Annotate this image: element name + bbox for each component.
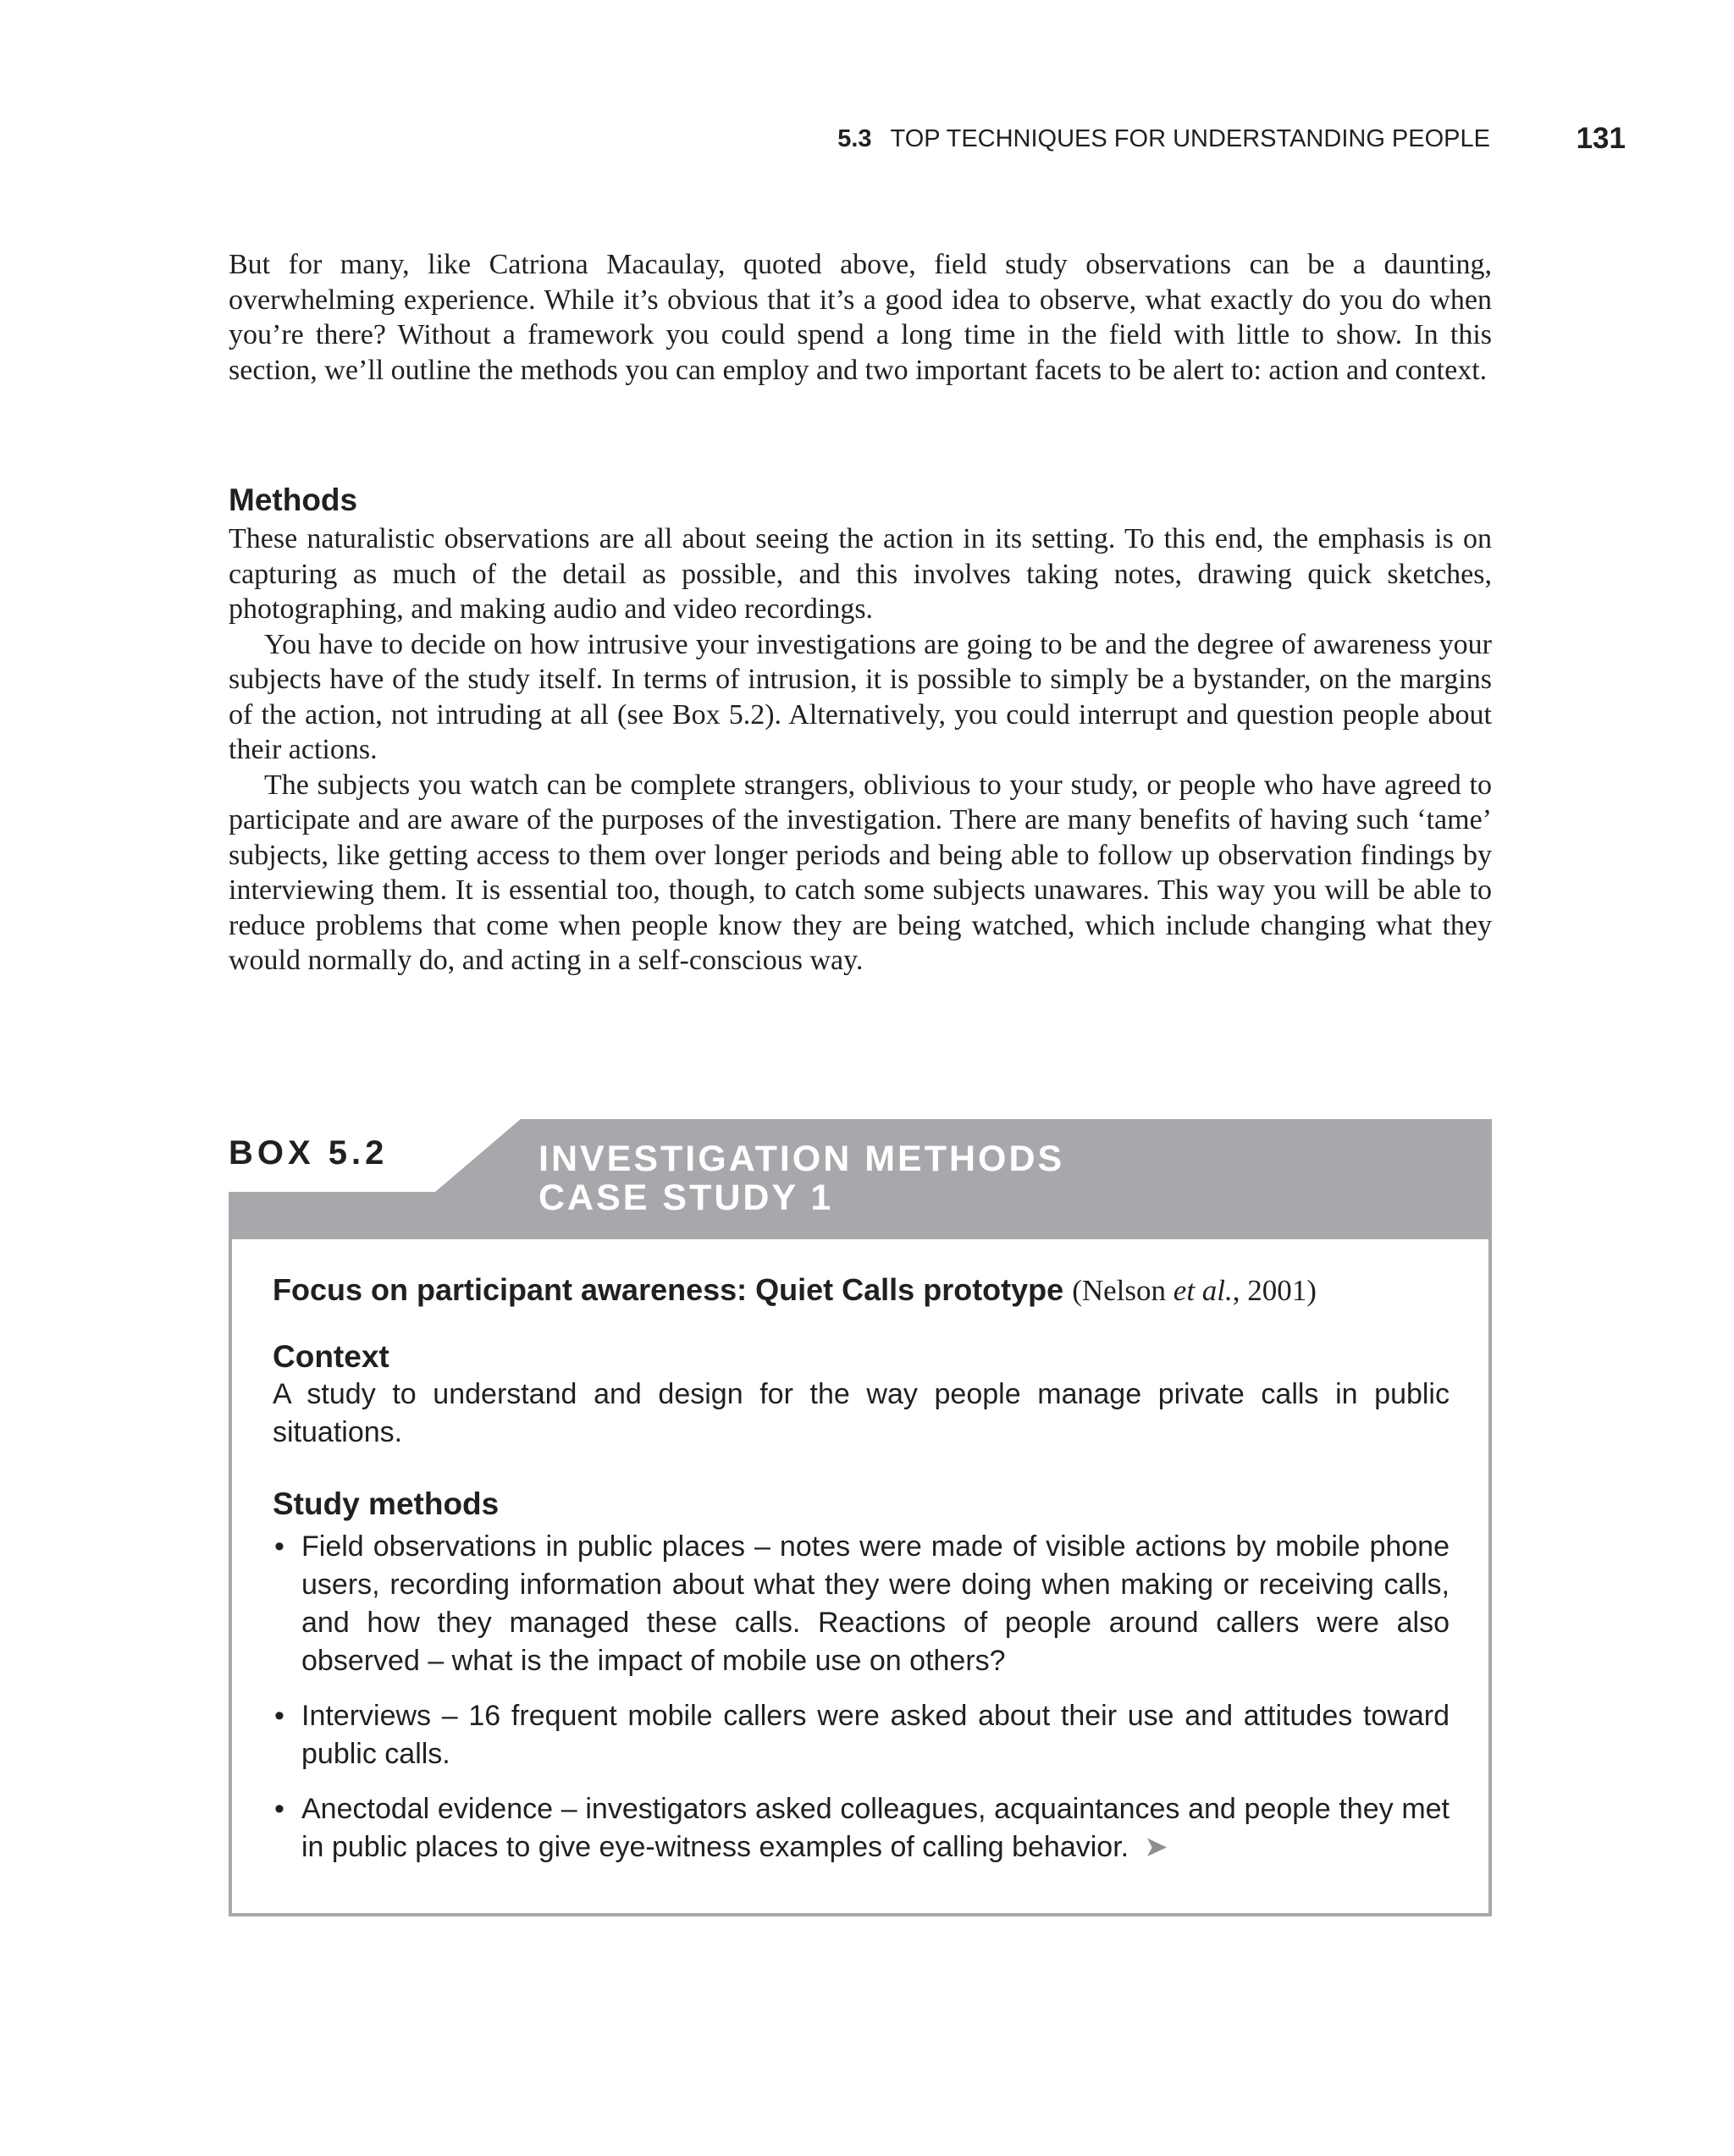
context-heading: Context [273,1339,389,1374]
intro-paragraph [229,247,1492,388]
bullet-icon: • [274,1530,284,1563]
list-item-text: Anectodal evidence – investigators asked colleagues, acquaintances and people they met in public places to give eye-witness examples of calling behavior. [301,1793,1450,1863]
citation-etal: et al. [1173,1274,1233,1307]
list-item [273,1697,1450,1773]
methods-paragraph-3: The subjects you watch can be complete strangers, oblivious to your study, or people who have agreed to participate and are aware of the purposes of the investigation. There are many benefits of having such ‘tame’ subjects, like getting access to them over longer periods and being able to follow up observation findings by interviewing them. It is essential too, though, to catch some subjects unawares. This way you will be able to reduce problems that come when people know they are being watched, which include changing what they would normally do, and acting in a self-conscious way. [229,769,1492,976]
citation-open: (Nelson [1072,1274,1173,1307]
box-body [229,1239,1492,1916]
section-title-text: TOP TECHNIQUES FOR UNDERSTANDING PEOPLE [890,125,1490,152]
study-methods-list [273,1528,1450,1867]
list-item-text: Field observations in public places – notes were made of visible actions by mobile phone users, recording information about what they were doing when making or receiving calls, and how they managed these calls. Reactions of people around callers were also observed – what is the impact of mobile use on others? [301,1530,1450,1677]
list-item-text: Interviews – 16 frequent mobile callers were asked about their use and attitudes toward public calls. [301,1700,1450,1770]
section-title [837,125,1490,153]
box-title-line-1: INVESTIGATION METHODS [538,1139,1065,1179]
methods-heading: Methods [229,482,358,517]
intro-text: But for many, like Catriona Macaulay, quoted above, field study observations can be a daunting, overwhelming experience. While it’s obvious that it’s a good idea to observe, what exactly do you do when you’re there? Without a framework you could spend a long time in the field with little to show. In this section, we’ll outline the methods you can employ and two important facets to be alert to: action and context. [229,249,1492,386]
bullet-icon: • [274,1700,284,1732]
running-header [229,122,1626,156]
methods-paragraph-1: These naturalistic observations are all about seeing the action in its setting. To this end, the emphasis is on capturing as much of the detail as possible, and this involves taking notes, drawing quick sketches, photographing, and making audio and video recordings. [229,523,1492,625]
focus-line [273,1271,1450,1310]
methods-body [229,521,1492,979]
list-item [273,1528,1450,1680]
methods-paragraph-2: You have to decide on how intrusive your investigations are going to be and the degree of awareness your subjects have of the study itself. In terms of intrusion, it is possible to simply be a bystander, on the margins of the action, not intruding at all (see Box 5.2). Alternatively, you could interrupt and question people about their actions. [229,628,1492,765]
citation [1072,1274,1317,1307]
box-title-line-2: CASE STUDY 1 [538,1177,834,1218]
box-title [538,1139,1064,1217]
list-item [273,1790,1450,1867]
box-content [273,1271,1450,1883]
context-text: A study to understand and design for the way people manage private calls in public situations. [273,1378,1450,1448]
box-label: BOX 5.2 [229,1134,389,1172]
bullet-icon: • [274,1793,284,1825]
continue-arrow-icon: ➤ [1144,1831,1168,1863]
section-number: 5.3 [837,125,872,152]
citation-close: , 2001) [1232,1274,1317,1307]
page-number: 131 [1576,122,1626,155]
study-methods-heading: Study methods [273,1486,500,1521]
focus-title: Focus on participant awareness: Quiet Calls prototype [273,1272,1064,1307]
